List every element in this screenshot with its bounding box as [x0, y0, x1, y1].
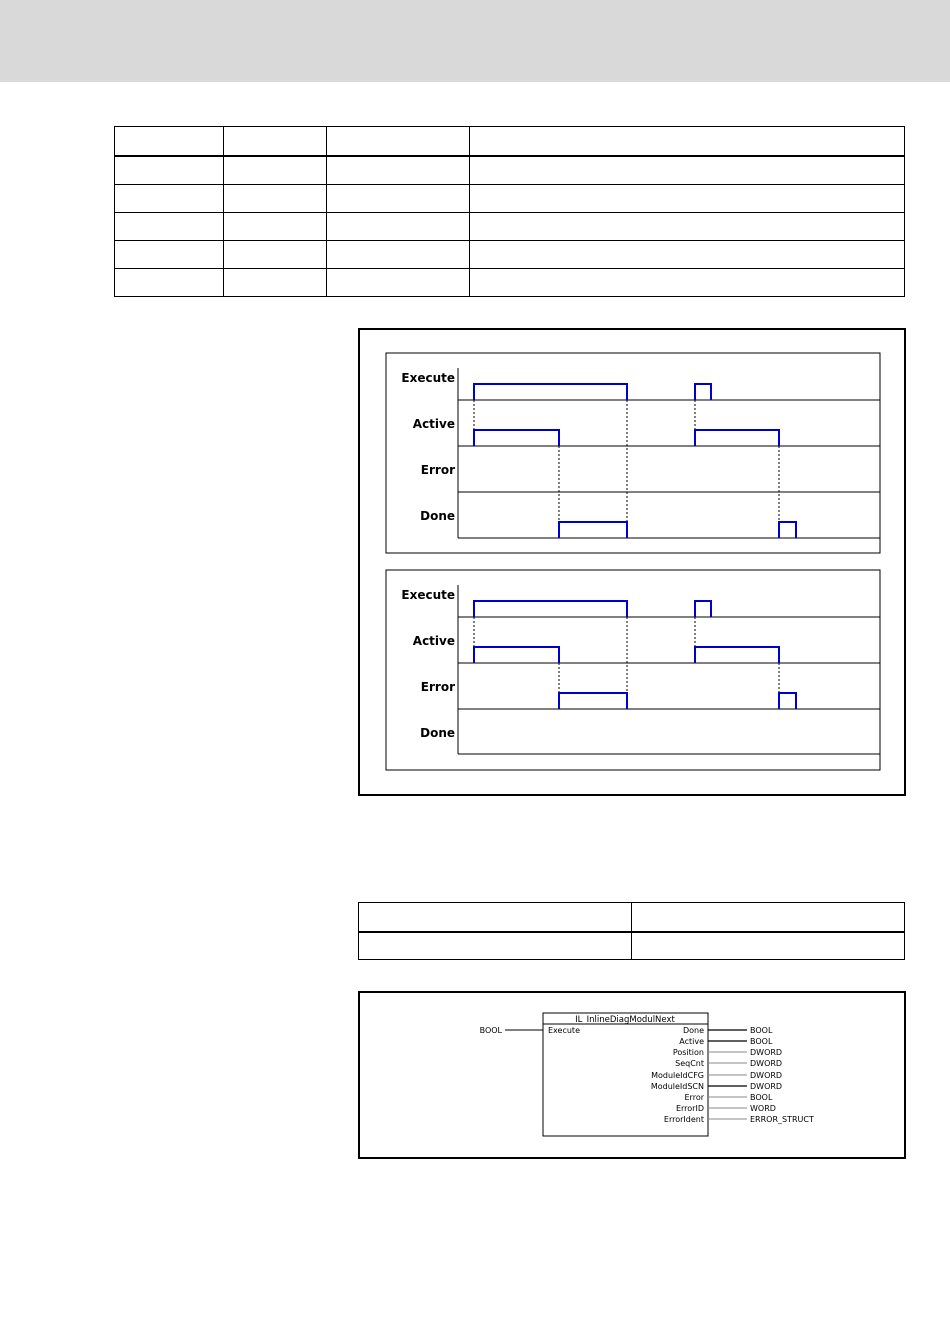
output-name: ErrorID	[675, 1104, 704, 1113]
error-pulse	[779, 693, 796, 709]
signal-label-active: Active	[412, 417, 455, 431]
output-type: BOOL	[750, 1026, 773, 1035]
function-block-svg	[360, 993, 904, 1157]
function-block-name: IL_InlineDiagModulNext	[575, 1015, 675, 1025]
output-type: WORD	[750, 1104, 776, 1113]
output-name: Position	[672, 1048, 704, 1057]
parameter-table	[114, 126, 905, 297]
output-name: ModuleIdSCN	[650, 1082, 704, 1091]
signal-label-error: Error	[420, 680, 455, 694]
output-name: ModuleIdCFG	[651, 1071, 704, 1080]
output-name: Done	[682, 1026, 704, 1035]
output-type: DWORD	[750, 1082, 783, 1091]
signal-label-execute: Execute	[401, 371, 455, 385]
done-pulse	[559, 522, 627, 538]
timing-panel	[386, 353, 880, 553]
active-pulse	[695, 647, 779, 663]
output-type: DWORD	[750, 1071, 783, 1080]
signal-label-execute: Execute	[401, 588, 455, 602]
fb-output-error	[685, 1093, 773, 1102]
timing-diagram-success	[386, 353, 880, 553]
table-row	[115, 156, 905, 185]
table-row	[115, 185, 905, 213]
fb-output-active	[679, 1037, 773, 1046]
fb-output-errorid	[676, 1104, 776, 1113]
execute-pulse	[695, 601, 711, 617]
output-name: ErrorIdent	[663, 1115, 704, 1124]
output-name: Active	[679, 1037, 704, 1046]
timing-diagram-frame	[358, 328, 906, 796]
fb-output-position	[673, 1048, 782, 1057]
error-pulse	[559, 693, 627, 709]
active-pulse	[695, 430, 779, 446]
output-name: SeqCnt	[675, 1059, 704, 1068]
fb-input-execute	[480, 1026, 580, 1035]
timing-diagram-error	[386, 570, 880, 770]
output-type: DWORD	[750, 1059, 783, 1068]
timing-panel	[386, 570, 880, 770]
fb-output-errorident	[664, 1115, 814, 1124]
table-row	[115, 269, 905, 297]
signal-label-done: Done	[420, 726, 455, 740]
table-header-row	[359, 903, 905, 933]
table-row	[115, 241, 905, 269]
execute-pulse	[474, 384, 627, 400]
output-type: BOOL	[750, 1093, 773, 1102]
active-pulse	[474, 647, 559, 663]
table-header-row	[115, 127, 905, 157]
fb-output-done	[683, 1026, 773, 1035]
instance-table	[358, 902, 905, 960]
output-type: BOOL	[750, 1037, 773, 1046]
page-header-band	[0, 0, 950, 82]
fb-output-moduleidcfg	[651, 1071, 782, 1080]
function-block-frame	[358, 991, 906, 1159]
output-type: ERROR_STRUCT	[750, 1115, 814, 1124]
output-type: DWORD	[750, 1048, 783, 1057]
table-row	[115, 213, 905, 241]
signal-label-active: Active	[412, 634, 455, 648]
table-row	[359, 932, 905, 960]
output-name: Error	[684, 1093, 704, 1102]
active-pulse	[474, 430, 559, 446]
input-name: Execute	[548, 1026, 580, 1035]
timing-diagram-svg	[360, 330, 904, 794]
signal-label-error: Error	[420, 463, 455, 477]
signal-label-done: Done	[420, 509, 455, 523]
input-type: BOOL	[479, 1026, 502, 1035]
fb-output-moduleidscn	[651, 1082, 782, 1091]
fb-output-seqcnt	[675, 1059, 782, 1068]
execute-pulse	[474, 601, 627, 617]
done-pulse	[779, 522, 796, 538]
execute-pulse	[695, 384, 711, 400]
